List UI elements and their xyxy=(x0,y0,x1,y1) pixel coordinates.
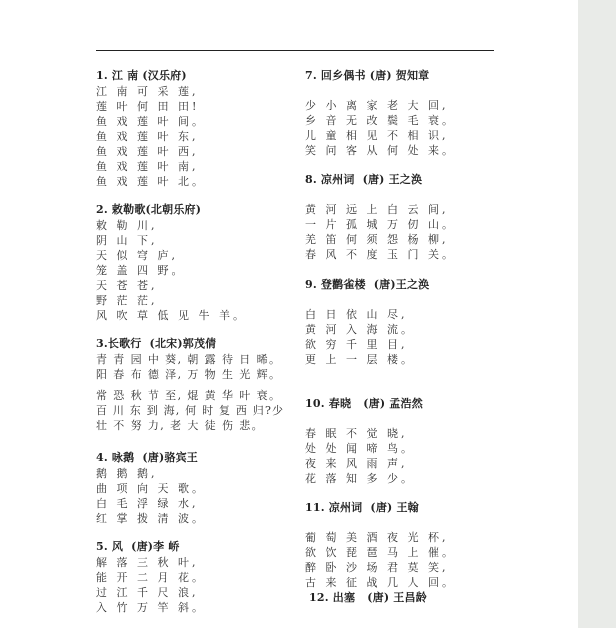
poem-line: 壮 不 努 力, 老 大 徒 伤 悲。 xyxy=(96,419,265,432)
poem-line: 古 来 征 战 几 人 回。 xyxy=(305,576,456,589)
poem-line: 过 江 千 尺 浪, xyxy=(96,586,199,599)
poem-line: 白 日 依 山 尽, xyxy=(305,308,408,321)
poem-title: 1. 江 南 (汉乐府) xyxy=(96,69,187,82)
poem-line: 曲 项 向 天 歌。 xyxy=(96,482,206,495)
poem-line: 羌 笛 何 须 怨 杨 柳, xyxy=(305,233,449,246)
poem-title: 4. 咏鹅 (唐)骆宾王 xyxy=(96,451,198,464)
poem-line: 处 处 闻 啼 鸟。 xyxy=(305,442,415,455)
poem-3 xyxy=(96,336,296,433)
poem-line: 莲 叶 何 田 田! xyxy=(96,100,200,113)
poem-line: 黄 河 入 海 流。 xyxy=(305,323,415,336)
poem-line: 阳 春 布 德 泽, 万 物 生 光 辉。 xyxy=(96,368,282,381)
poem-4 xyxy=(96,450,206,526)
poem-line: 笼 盖 四 野。 xyxy=(96,264,186,277)
poem-line: 风 吹 草 低 见 牛 羊。 xyxy=(96,309,247,322)
poem-line: 入 竹 万 竿 斜。 xyxy=(96,601,206,614)
poem-line: 青 青 园 中 葵, 朝 露 待 日 晞。 xyxy=(96,353,282,366)
poem-line: 花 落 知 多 少。 xyxy=(305,472,415,485)
poem-line: 一 片 孤 城 万 仞 山。 xyxy=(305,218,456,231)
header-rule xyxy=(96,50,494,51)
poem-12 xyxy=(309,590,427,606)
viewer-side-gutter xyxy=(578,0,616,628)
poem-line: 鱼 戏 莲 叶 南, xyxy=(96,160,199,173)
poem-line: 欲 穷 千 里 目, xyxy=(305,338,408,351)
poem-line: 天 苍 苍, xyxy=(96,279,158,292)
poem-line: 少 小 离 家 老 大 回, xyxy=(305,99,449,112)
poem-line: 春 眠 不 觉 晓, xyxy=(305,427,408,440)
poem-line: 鹅 鹅 鹅, xyxy=(96,467,158,480)
poem-line: 敕 勒 川, xyxy=(96,219,158,232)
poem-title: 9. 登鹳雀楼 (唐)王之涣 xyxy=(305,278,430,291)
poem-line: 更 上 一 层 楼。 xyxy=(305,353,415,366)
poem-line: 欲 饮 琵 琶 马 上 催。 xyxy=(305,546,456,559)
poem-1 xyxy=(96,68,206,189)
poem-11 xyxy=(305,500,456,590)
poem-line: 鱼 戏 莲 叶 间。 xyxy=(96,115,206,128)
poem-2 xyxy=(96,202,247,323)
poem-line: 江 南 可 采 莲, xyxy=(96,85,199,98)
poem-7 xyxy=(305,68,456,158)
poem-line: 醉 卧 沙 场 君 莫 笑, xyxy=(305,561,449,574)
poem-title: 8. 凉州词 (唐) 王之涣 xyxy=(305,173,423,186)
poem-title: 10. 春晓 (唐) 孟浩然 xyxy=(305,397,423,410)
poem-title: 12. 出塞 (唐) 王昌龄 xyxy=(309,591,427,604)
poem-title: 2. 敕勒歌(北朝乐府) xyxy=(96,203,202,216)
poem-line: 儿 童 相 见 不 相 识, xyxy=(305,129,449,142)
poem-line: 能 开 二 月 花。 xyxy=(96,571,206,584)
poem-line: 春 风 不 度 玉 门 关。 xyxy=(305,248,456,261)
poem-line: 黄 河 远 上 白 云 间, xyxy=(305,203,449,216)
poem-5 xyxy=(96,539,206,615)
poem-title: 11. 凉州词 (唐) 王翰 xyxy=(305,501,419,514)
poem-line: 红 掌 拨 清 波。 xyxy=(96,512,206,525)
poem-title: 3.长歌行 (北宋)郭茂倩 xyxy=(96,337,217,350)
poem-line: 鱼 戏 莲 叶 东, xyxy=(96,130,199,143)
poem-8 xyxy=(305,172,456,262)
poem-line: 笑 问 客 从 何 处 来。 xyxy=(305,144,456,157)
poem-line: 天 似 穹 庐, xyxy=(96,249,178,262)
poem-line: 葡 萄 美 酒 夜 光 杯, xyxy=(305,531,449,544)
poem-10 xyxy=(305,396,423,486)
poem-line: 鱼 戏 莲 叶 北。 xyxy=(96,175,206,188)
poem-title: 7. 回乡偶书 (唐) 贺知章 xyxy=(305,69,430,82)
poem-line: 野 茫 茫, xyxy=(96,294,158,307)
poem-line: 阴 山 下, xyxy=(96,234,158,247)
poem-line: 鱼 戏 莲 叶 西, xyxy=(96,145,199,158)
poem-line: 解 落 三 秋 叶, xyxy=(96,556,199,569)
poem-line: 百 川 东 到 海, 何 时 复 西 归?少 xyxy=(96,404,285,417)
poem-9 xyxy=(305,277,429,367)
poem-line: 乡 音 无 改 鬓 毛 衰。 xyxy=(305,114,456,127)
poem-line: 常 恐 秋 节 至, 焜 黄 华 叶 衰。 xyxy=(96,389,282,402)
poem-line: 夜 来 风 雨 声, xyxy=(305,457,408,470)
poem-line: 白 毛 浮 绿 水, xyxy=(96,497,199,510)
poem-title: 5. 风 (唐)李 峤 xyxy=(96,540,180,553)
